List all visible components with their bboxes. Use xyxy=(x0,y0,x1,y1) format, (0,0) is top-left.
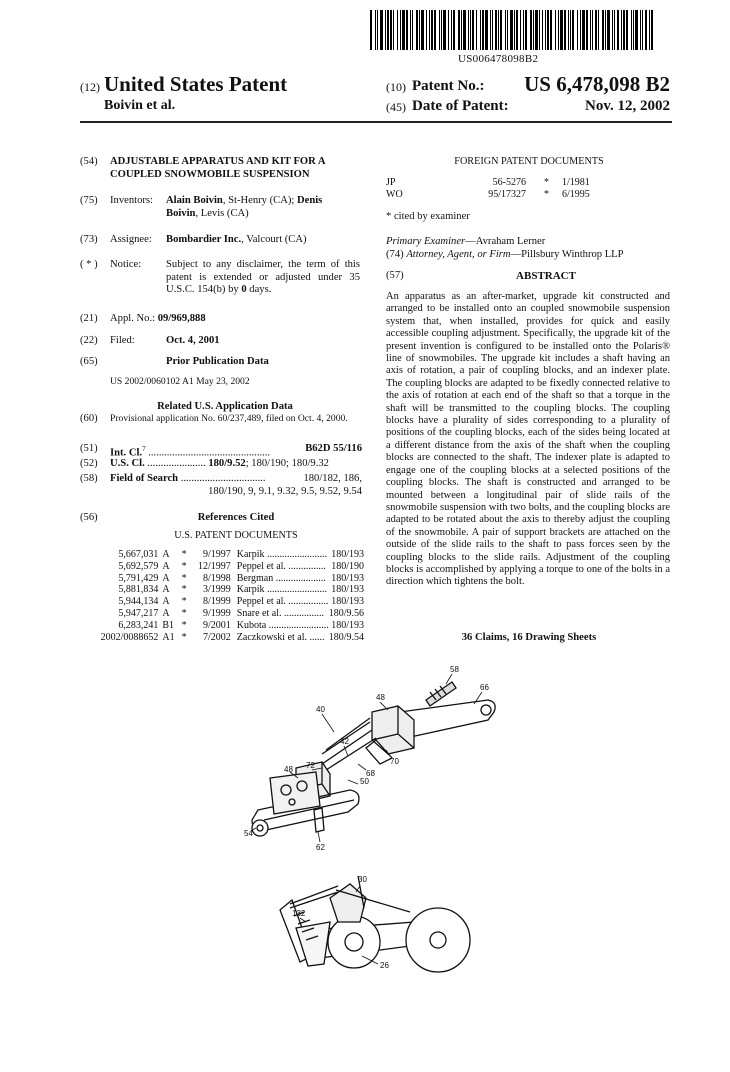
reference-row xyxy=(86,561,364,573)
reference-date: 12/1997 xyxy=(197,560,231,572)
reference-row xyxy=(86,632,364,644)
drawing-label: 58 xyxy=(450,665,459,674)
reference-row xyxy=(86,584,364,596)
reference-kind: A1 xyxy=(162,631,175,643)
barcode-bar xyxy=(592,10,593,50)
barcode-bar xyxy=(516,10,518,50)
barcode-bar xyxy=(510,10,513,50)
barcode-bar xyxy=(595,10,597,50)
reference-cls: 180/193 xyxy=(331,572,364,584)
reference-star: * xyxy=(181,572,187,584)
drawing-label: 72 xyxy=(306,761,315,770)
barcode-bar xyxy=(577,10,578,50)
barcode-bar xyxy=(617,10,619,50)
barcode-bar xyxy=(520,10,521,50)
reference-cls: 180/193 xyxy=(331,619,364,631)
barcode-bar xyxy=(463,10,466,50)
abstract-text: An apparatus as an after-market, upgrade kit constructed and arranged to be installed onto an coupled snowmobile suspension system that, when installed, provides for quick and easily accessible coupling adjustment. Specifically, the upgrade kit of the present invention is configured to be installed onto the Polaris® line of snowmobiles. The upgrade kit includes a shaft having an axis of rotation, a pair of coupling blocks, and an indexer plate. The coupling blocks are adapted to be fixedly connected relative to the axis of rotation at each end of the shaft so that a torque in the shaft will be transmitted to the coupling blocks. The coupling blocks have a plurality of sides corresponding to a plurality of positions of the coupling blocks, each of the sides being located at a different distance from the axis of the shaft when the coupling blocks are connected to the shaft. The indexer plate is adapted to engage one of the coupling blocks at a selected positions of the coupling blocks. The shaft is constructed and arranged to be mounted between a longitudinal pair of slide rails of the snowmobile suspension with two bolts, and the coupling blocks are adapted to be rotated about the axis to thereby adjust the coupling of the snowmobile. A pair of support brackets are attached on the outside of the slide rails to the shaft to pass forces seen by the coupling blocks to the slide rails. Adjustment of the coupling blocks is accomplished by applying a torque to one of the bolts in a direction which tightens the bolt. xyxy=(386,291,670,588)
reference-no: 2002/0088652 xyxy=(100,631,159,643)
barcode-bar xyxy=(390,10,392,50)
claims-summary: 36 Claims, 16 Drawing Sheets xyxy=(461,632,597,643)
barcode-bar xyxy=(485,10,488,50)
reference-star: * xyxy=(181,619,187,631)
foreign-table xyxy=(386,177,590,201)
references-table xyxy=(86,549,364,643)
reference-cls: 180/9.56 xyxy=(328,607,364,619)
barcode-bar xyxy=(375,10,376,50)
reference-no: 5,692,579 xyxy=(118,560,159,572)
barcode-bar xyxy=(448,10,449,50)
barcode-bar xyxy=(426,10,427,50)
barcode-bar xyxy=(370,10,372,50)
reference-kind: A xyxy=(162,584,170,596)
barcode-bar xyxy=(651,10,653,50)
barcode-bar xyxy=(547,10,549,50)
barcode xyxy=(370,10,666,50)
barcode-bar xyxy=(640,10,641,50)
prior-code: (65) xyxy=(80,356,98,367)
reference-date: 3/1999 xyxy=(202,584,231,596)
barcode-bar xyxy=(525,10,527,50)
barcode-bar xyxy=(380,10,383,50)
barcode-bar xyxy=(451,10,452,50)
barcode-bar xyxy=(586,10,588,50)
reference-cls: 180/190 xyxy=(331,560,364,572)
drawing-label: 62 xyxy=(316,843,325,852)
drawing-label: 70 xyxy=(390,757,399,766)
barcode-bar xyxy=(431,10,433,50)
barcode-bar xyxy=(598,10,599,50)
barcode-bar xyxy=(419,10,420,50)
assignee-value: Bombardier Inc., Valcourt (CA) xyxy=(166,234,307,245)
barcode-bar xyxy=(633,10,634,50)
reference-name: Snare et al. ................ xyxy=(236,607,324,619)
barcode-bar xyxy=(439,10,440,50)
foreign-date: 1/1981 xyxy=(562,177,590,188)
reference-kind: A xyxy=(162,560,170,572)
reference-date: 9/2001 xyxy=(202,619,231,631)
barcode-bar xyxy=(623,10,625,50)
foreign-no: 95/17327 xyxy=(488,189,526,200)
barcode-bar xyxy=(605,10,606,50)
prior-text: US 2002/0060102 A1 May 23, 2002 xyxy=(110,376,250,387)
barcode-bar xyxy=(590,10,591,50)
barcode-bar xyxy=(507,10,508,50)
kind-code-12: (12) xyxy=(80,80,100,94)
barcode-bar xyxy=(626,10,628,50)
drawing-label: 30 xyxy=(358,875,367,884)
barcode-bar xyxy=(410,10,411,50)
prior-heading: Prior Publication Data xyxy=(166,356,269,367)
inventors-code: (75) xyxy=(80,195,98,206)
drawing-label: 48 xyxy=(376,693,385,702)
fos-line: Field of Search ................................ xyxy=(110,473,266,484)
reference-star: * xyxy=(181,607,187,619)
reference-name: Peppel et al. ................ xyxy=(236,596,329,608)
appl-line: Appl. No.: 09/969,888 xyxy=(110,313,206,324)
prov-code: (60) xyxy=(80,413,98,424)
notice-text: Subject to any disclaimer, the term of this patent is extended or adjusted under 35 U.S.C. 154(b) by 0 days. xyxy=(166,259,360,296)
reference-date: 7/2002 xyxy=(202,631,231,643)
barcode-bar xyxy=(490,10,491,50)
barcode-bar xyxy=(614,10,615,50)
int-line: Int. Cl.$^7$ .............................................. xyxy=(110,445,271,459)
refs-heading: References Cited xyxy=(197,512,275,523)
drawing-label: 68 xyxy=(366,769,375,778)
cited-note: * cited by examiner xyxy=(386,211,470,222)
barcode-bar xyxy=(612,10,613,50)
fos-line2: 180/190, 9, 9.1, 9.32, 9.5, 9.52, 9.54 xyxy=(208,486,362,497)
reference-no: 5,944,134 xyxy=(118,596,159,608)
filed-date: Oct. 4, 2001 xyxy=(166,335,220,346)
assignee-label: Assignee: xyxy=(110,234,152,245)
reference-date: 9/1997 xyxy=(202,549,231,560)
reference-row xyxy=(86,573,364,585)
reference-kind: A xyxy=(162,549,170,560)
reference-kind: B1 xyxy=(162,619,175,631)
barcode-bar xyxy=(635,10,638,50)
filed-label: Filed: xyxy=(110,335,135,346)
foreign-cc: JP xyxy=(386,177,396,188)
barcode-bar xyxy=(416,10,418,50)
reference-no: 5,881,834 xyxy=(118,584,159,596)
us-line: U.S. Cl. ...................... 180/9.52; 180/190; 180/9.32 xyxy=(110,458,329,469)
fos-line1: 180/182, 186, xyxy=(290,473,362,486)
barcode-bar xyxy=(400,10,401,50)
barcode-bar xyxy=(535,10,538,50)
barcode-bar xyxy=(558,10,559,50)
attorney-line: (74) Attorney, Agent, or Firm—Pillsbury Winthrop LLP xyxy=(386,249,624,260)
barcode-bar xyxy=(570,10,571,50)
reference-name: Bergman .................... xyxy=(236,572,326,584)
barcode-bar xyxy=(476,10,477,50)
header-rule xyxy=(80,121,672,123)
notice-label: Notice: xyxy=(110,259,142,270)
code-45: (45) xyxy=(386,100,406,114)
barcode-bar xyxy=(498,10,499,50)
reference-kind: A xyxy=(162,572,170,584)
reference-cls: 180/9.54 xyxy=(328,631,364,643)
notice-code: ( * ) xyxy=(80,259,98,270)
patent-no-label: Patent No.: xyxy=(412,78,485,94)
barcode-bar xyxy=(568,10,569,50)
barcode-bar xyxy=(500,10,502,50)
related-heading: Related U.S. Application Data xyxy=(157,401,293,412)
barcode-bar xyxy=(642,10,643,50)
reference-row xyxy=(86,620,364,632)
int-code: (51) xyxy=(80,443,98,454)
reference-no: 5,947,217 xyxy=(118,607,159,619)
foreign-refs xyxy=(386,177,590,201)
barcode-bar xyxy=(649,10,650,50)
code-10: (10) xyxy=(386,80,406,94)
barcode-bar xyxy=(397,10,398,50)
drawing-label: 54 xyxy=(244,829,253,838)
int-value: B62D 55/116 xyxy=(290,443,362,456)
barcode-bar xyxy=(458,10,460,50)
reference-star: * xyxy=(181,631,187,643)
reference-name: Zaczkowski et al. ...... xyxy=(236,631,325,643)
barcode-bar xyxy=(550,10,552,50)
barcode-bar xyxy=(434,10,436,50)
refs-code: (56) xyxy=(80,512,98,523)
reference-star: * xyxy=(181,560,187,572)
barcode-bar xyxy=(482,10,484,50)
reference-name: Peppel et al. ............... xyxy=(236,560,326,572)
barcode-bar xyxy=(505,10,506,50)
barcode-bar xyxy=(542,10,543,50)
inventors-value: Alain Boivin, St-Henry (CA); Denis Boivin, Levis (CA) xyxy=(166,195,323,219)
barcode-bar xyxy=(572,10,574,50)
barcode-bar xyxy=(385,10,386,50)
barcode-bar xyxy=(560,10,563,50)
drawing-label: 42 xyxy=(340,737,349,746)
barcode-bar xyxy=(461,10,462,50)
barcode-bar xyxy=(533,10,534,50)
reference-star: * xyxy=(181,549,187,560)
foreign-star: * xyxy=(544,177,549,188)
foreign-star: * xyxy=(544,189,549,200)
uspd-heading: U.S. PATENT DOCUMENTS xyxy=(174,530,298,541)
barcode-bar xyxy=(472,10,474,50)
barcode-number: US006478098B2 xyxy=(458,53,539,65)
reference-name: Karpik ........................ xyxy=(236,549,328,560)
examiner-line: Primary Examiner—Avraham Lerner xyxy=(386,236,546,247)
reference-row xyxy=(86,549,364,561)
barcode-bar xyxy=(470,10,471,50)
barcode-bar xyxy=(387,10,389,50)
barcode-bar xyxy=(393,10,394,50)
reference-name: Karpik ........................ xyxy=(236,584,328,596)
barcode-bar xyxy=(564,10,566,50)
assignee-code: (73) xyxy=(80,234,98,245)
drawing-label: 132 xyxy=(292,909,306,918)
reference-star: * xyxy=(181,584,187,596)
barcode-bar xyxy=(453,10,455,50)
barcode-bar xyxy=(495,10,497,50)
barcode-bar xyxy=(582,10,585,50)
barcode-bar xyxy=(514,10,515,50)
barcode-bar xyxy=(645,10,647,50)
reference-row xyxy=(86,608,364,620)
prov-text: Provisional application No. 60/237,489, filed on Oct. 4, 2000. xyxy=(110,413,348,424)
reference-date: 9/1999 xyxy=(202,607,231,619)
reference-date: 8/1998 xyxy=(202,572,231,584)
reference-cls: 180/193 xyxy=(331,596,364,608)
reference-no: 5,791,429 xyxy=(118,572,159,584)
drawing-lines xyxy=(252,682,495,972)
drawing-label: 26 xyxy=(380,961,389,970)
foreign-cc: WO xyxy=(386,189,403,200)
barcode-bar xyxy=(468,10,469,50)
us-code: (52) xyxy=(80,458,98,469)
barcode-bar xyxy=(545,10,546,50)
patent-number: US 6,478,098 B2 xyxy=(524,72,670,96)
reference-no: 5,667,031 xyxy=(118,549,159,560)
barcode-bar xyxy=(402,10,405,50)
inventor-short: Boivin et al. xyxy=(104,98,176,113)
barcode-bar xyxy=(530,10,532,50)
office-title: United States Patent xyxy=(104,72,288,96)
barcode-bar xyxy=(621,10,622,50)
barcode-bar xyxy=(406,10,408,50)
reference-name: Kubota ........................ xyxy=(236,619,329,631)
patent-title: ADJUSTABLE APPARATUS AND KIT FOR A COUPLED SNOWMOBILE SUSPENSION xyxy=(110,156,325,180)
reference-cls: 180/193 xyxy=(331,584,364,596)
foreign-date: 6/1995 xyxy=(562,189,590,200)
fpd-heading: FOREIGN PATENT DOCUMENTS xyxy=(454,156,604,167)
barcode-bar xyxy=(607,10,610,50)
filed-code: (22) xyxy=(80,335,98,346)
barcode-bar xyxy=(492,10,493,50)
us-references xyxy=(86,549,364,643)
drawing-label: 40 xyxy=(316,705,325,714)
patent-drawing xyxy=(230,660,500,990)
barcode-bar xyxy=(441,10,442,50)
barcode-bar xyxy=(429,10,430,50)
date-label: Date of Patent: xyxy=(412,98,509,114)
barcode-bar xyxy=(580,10,581,50)
foreign-row xyxy=(386,177,590,189)
patent-date: Nov. 12, 2002 xyxy=(584,98,670,114)
barcode-bar xyxy=(602,10,604,50)
barcode-bar xyxy=(377,10,378,50)
drawing-label: 48 xyxy=(284,765,293,774)
reference-star: * xyxy=(181,596,187,608)
drawing-label: 50 xyxy=(360,777,369,786)
appl-code: (21) xyxy=(80,313,98,324)
abstract-heading: ABSTRACT xyxy=(516,270,576,282)
inventors-label: Inventors: xyxy=(110,195,153,206)
barcode-bar xyxy=(523,10,524,50)
foreign-no: 56-5276 xyxy=(492,177,526,188)
foreign-row xyxy=(386,189,590,201)
barcode-bar xyxy=(539,10,540,50)
barcode-bar xyxy=(555,10,556,50)
reference-date: 8/1999 xyxy=(202,596,231,608)
drawing-label: 66 xyxy=(480,683,489,692)
reference-kind: A xyxy=(162,607,170,619)
barcode-bar xyxy=(412,10,413,50)
reference-kind: A xyxy=(162,596,170,608)
barcode-bar xyxy=(443,10,446,50)
reference-cls: 180/193 xyxy=(331,549,364,560)
reference-no: 6,283,241 xyxy=(118,619,159,631)
barcode-bar xyxy=(631,10,632,50)
fos-code: (58) xyxy=(80,473,98,484)
barcode-bar xyxy=(421,10,424,50)
title-code: (54) xyxy=(80,156,98,167)
reference-row xyxy=(86,596,364,608)
barcode-bar xyxy=(480,10,481,50)
abstract-code: (57) xyxy=(386,270,404,281)
